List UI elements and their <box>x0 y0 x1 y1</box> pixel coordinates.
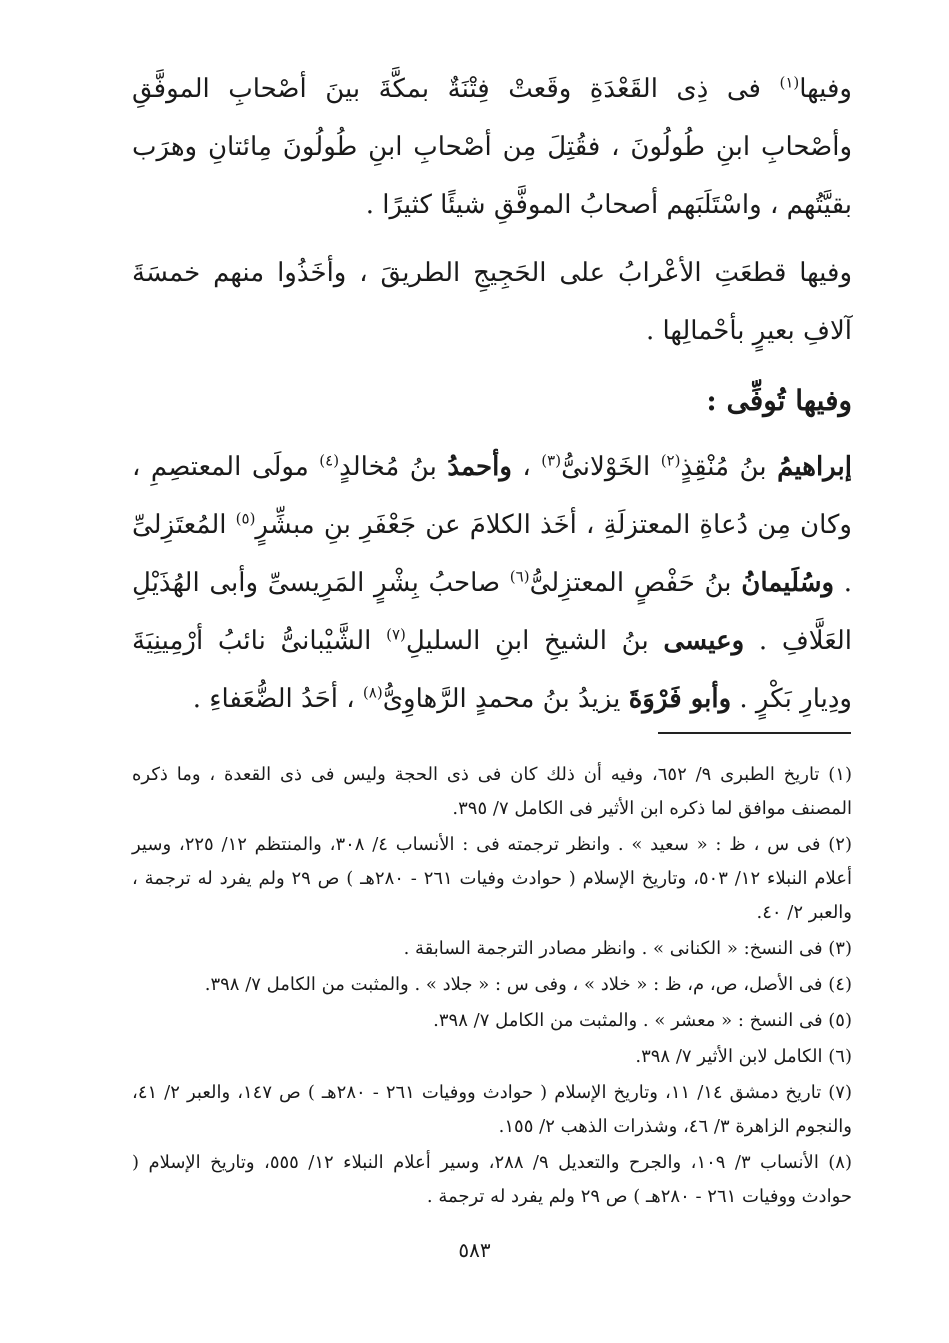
footnote-3: (٣) فى النسخ: « الكنانى » . وانظر مصادر الترجمة السابقة . <box>403 938 852 959</box>
footnote-ref[interactable]: (٨) <box>362 683 383 702</box>
paragraph-text: بنُ مُنْقِذٍ <box>680 452 778 482</box>
footnote-ref[interactable]: (١) <box>779 73 800 92</box>
paragraph-text: وفيها <box>799 74 852 104</box>
person-name: وأبو فَرْوَةَ <box>628 684 732 714</box>
paragraph-text: بنُ الشيخِ ابنِ السليلِ <box>405 626 664 656</box>
person-name: وأحمدُ <box>447 452 512 482</box>
paragraph-text: ، أحَدُ الضُّعَفاءِ . <box>192 684 363 714</box>
paragraph-text: ، <box>511 452 542 482</box>
person-name: وعيسى <box>663 626 745 656</box>
person-name: وسُلَيمانُ <box>741 568 835 598</box>
footnote-2: (٢) فى س ، ظ : « سعيد » . وانظر ترجمته فى : الأنساب ٤/ ٣٠٨، والمنتظم ١٢/ ٢٢٥، وسير أعلام النبلاء ١٢/ ٥٠٣، وتاريخ الإسلام ( حوادث وفيات ٢٦١ - ٢٨٠هـ ) ص ٢٩ ولم يفرد له ترجمة ، والعبر ٢/ ٤٠. <box>132 834 852 923</box>
paragraph-deaths <box>132 438 852 728</box>
paragraph-text: مولَى المعتصِمِ ، وكان مِن دُعاةِ المعتزلَةِ ، أخَذ الكلامَ عن جَعْفَرِ بنِ مبشِّرٍ <box>132 452 852 540</box>
footnote-5: (٥) فى النسخ : « معشر » . والمثبت من الكامل ٧/ ٣٩٨. <box>433 1010 852 1031</box>
footnote-6: (٦) الكامل لابن الأثير ٧/ ٣٩٨. <box>635 1046 852 1067</box>
person-name: إبراهيمُ <box>777 452 852 482</box>
footnote-ref[interactable]: (٤) <box>319 451 340 470</box>
paragraph-fitna <box>132 60 852 234</box>
footnote-1: (١) تاريخ الطبرى ٩/ ٦٥٢، وفيه أن ذلك كان فى ذى الحجة وليس فى ذى القعدة ، وما ذكره المصنف موافق لما ذكره ابن الأثير فى الكامل ٧/ ٣٩٥. <box>132 764 852 819</box>
footnote-7: (٧) تاريخ دمشق ١٤/ ١١، وتاريخ الإسلام ( حوادث ووفيات ٢٦١ - ٢٨٠هـ ) ص ١٤٧، والعبر ٢/ ٤١، والنجوم الزاهرة ٣/ ٤٦، وشذرات الذهب ٢/ ١٥٥. <box>132 1082 852 1137</box>
footnote-ref[interactable]: (٧) <box>386 625 406 644</box>
footnote-4: (٤) فى الأصل، ص، م، ظ : « خلاد » ، وفى س : « جلاد » . والمثبت من الكامل ٧/ ٣٩٨. <box>204 974 852 995</box>
paragraph-text: فى ذِى القَعْدَةِ وقَعتْ فِتْنَةٌ بمكَّةَ بينَ أصْحابِ الموفَّقِ وأصْحابِ ابنِ طُولُونَ ، فقُتِلَ مِن أصْحابِ ابنِ طُولُونَ مِائتانِ وهرَب بقيَّتُهم ، واسْتَلَبَهم أصحابُ الموفَّقِ شيئًا كثيرًا . <box>132 74 852 220</box>
paragraph-text: المُعتَزِلىِّ . <box>132 510 853 598</box>
footnotes <box>132 758 852 1216</box>
paragraph-arabs: وفيها قطعَتِ الأعْرابُ على الحَجِيجِ الطريقَ ، وأخَذُوا منهم خمسَةَ آلافِ بعيرٍ بأحْمالِها . <box>132 258 852 346</box>
paragraph-text: الخَوْلانىُّ <box>561 452 661 482</box>
footnote-ref[interactable]: (٢) <box>660 451 681 470</box>
page-number: ٥٨٣ <box>458 1238 491 1262</box>
paragraph-text: بنُ حَفْصٍ المعتزِلىُّ <box>529 568 742 598</box>
footnote-ref[interactable]: (٦) <box>509 567 530 586</box>
section-heading: وفيها تُوفِّى : <box>706 384 852 417</box>
paragraph-text: بنُ مُخالدٍ <box>339 452 448 482</box>
footnote-ref[interactable]: (٣) <box>541 451 562 470</box>
paragraph-text: صاحبُ بِشْرٍ المَرِيسىِّ وأبى الهُذَيْلِ العَلَّافِ . <box>132 568 853 656</box>
paragraph-text: الشَّيْبانىُّ نائبُ أرْمِينِيَةَ ودِيارِ بَكْرٍ . <box>132 626 852 714</box>
footnote-8: (٨) الأنساب ٣/ ١٠٩، والجرح والتعديل ٩/ ٢٨٨، وسير أعلام النبلاء ١٢/ ٥٥٥، وتاريخ الإسلام ( حوادث ووفيات ٢٦١ - ٢٨٠هـ ) ص ٢٩ ولم يفرد له ترجمة . <box>132 1152 852 1207</box>
footnote-divider <box>658 732 851 734</box>
footnote-ref[interactable]: (٥) <box>235 509 256 528</box>
main-text <box>132 60 852 738</box>
paragraph-text: يزيدُ بنُ محمدٍ الرَّهاوِىُّ <box>382 684 629 714</box>
